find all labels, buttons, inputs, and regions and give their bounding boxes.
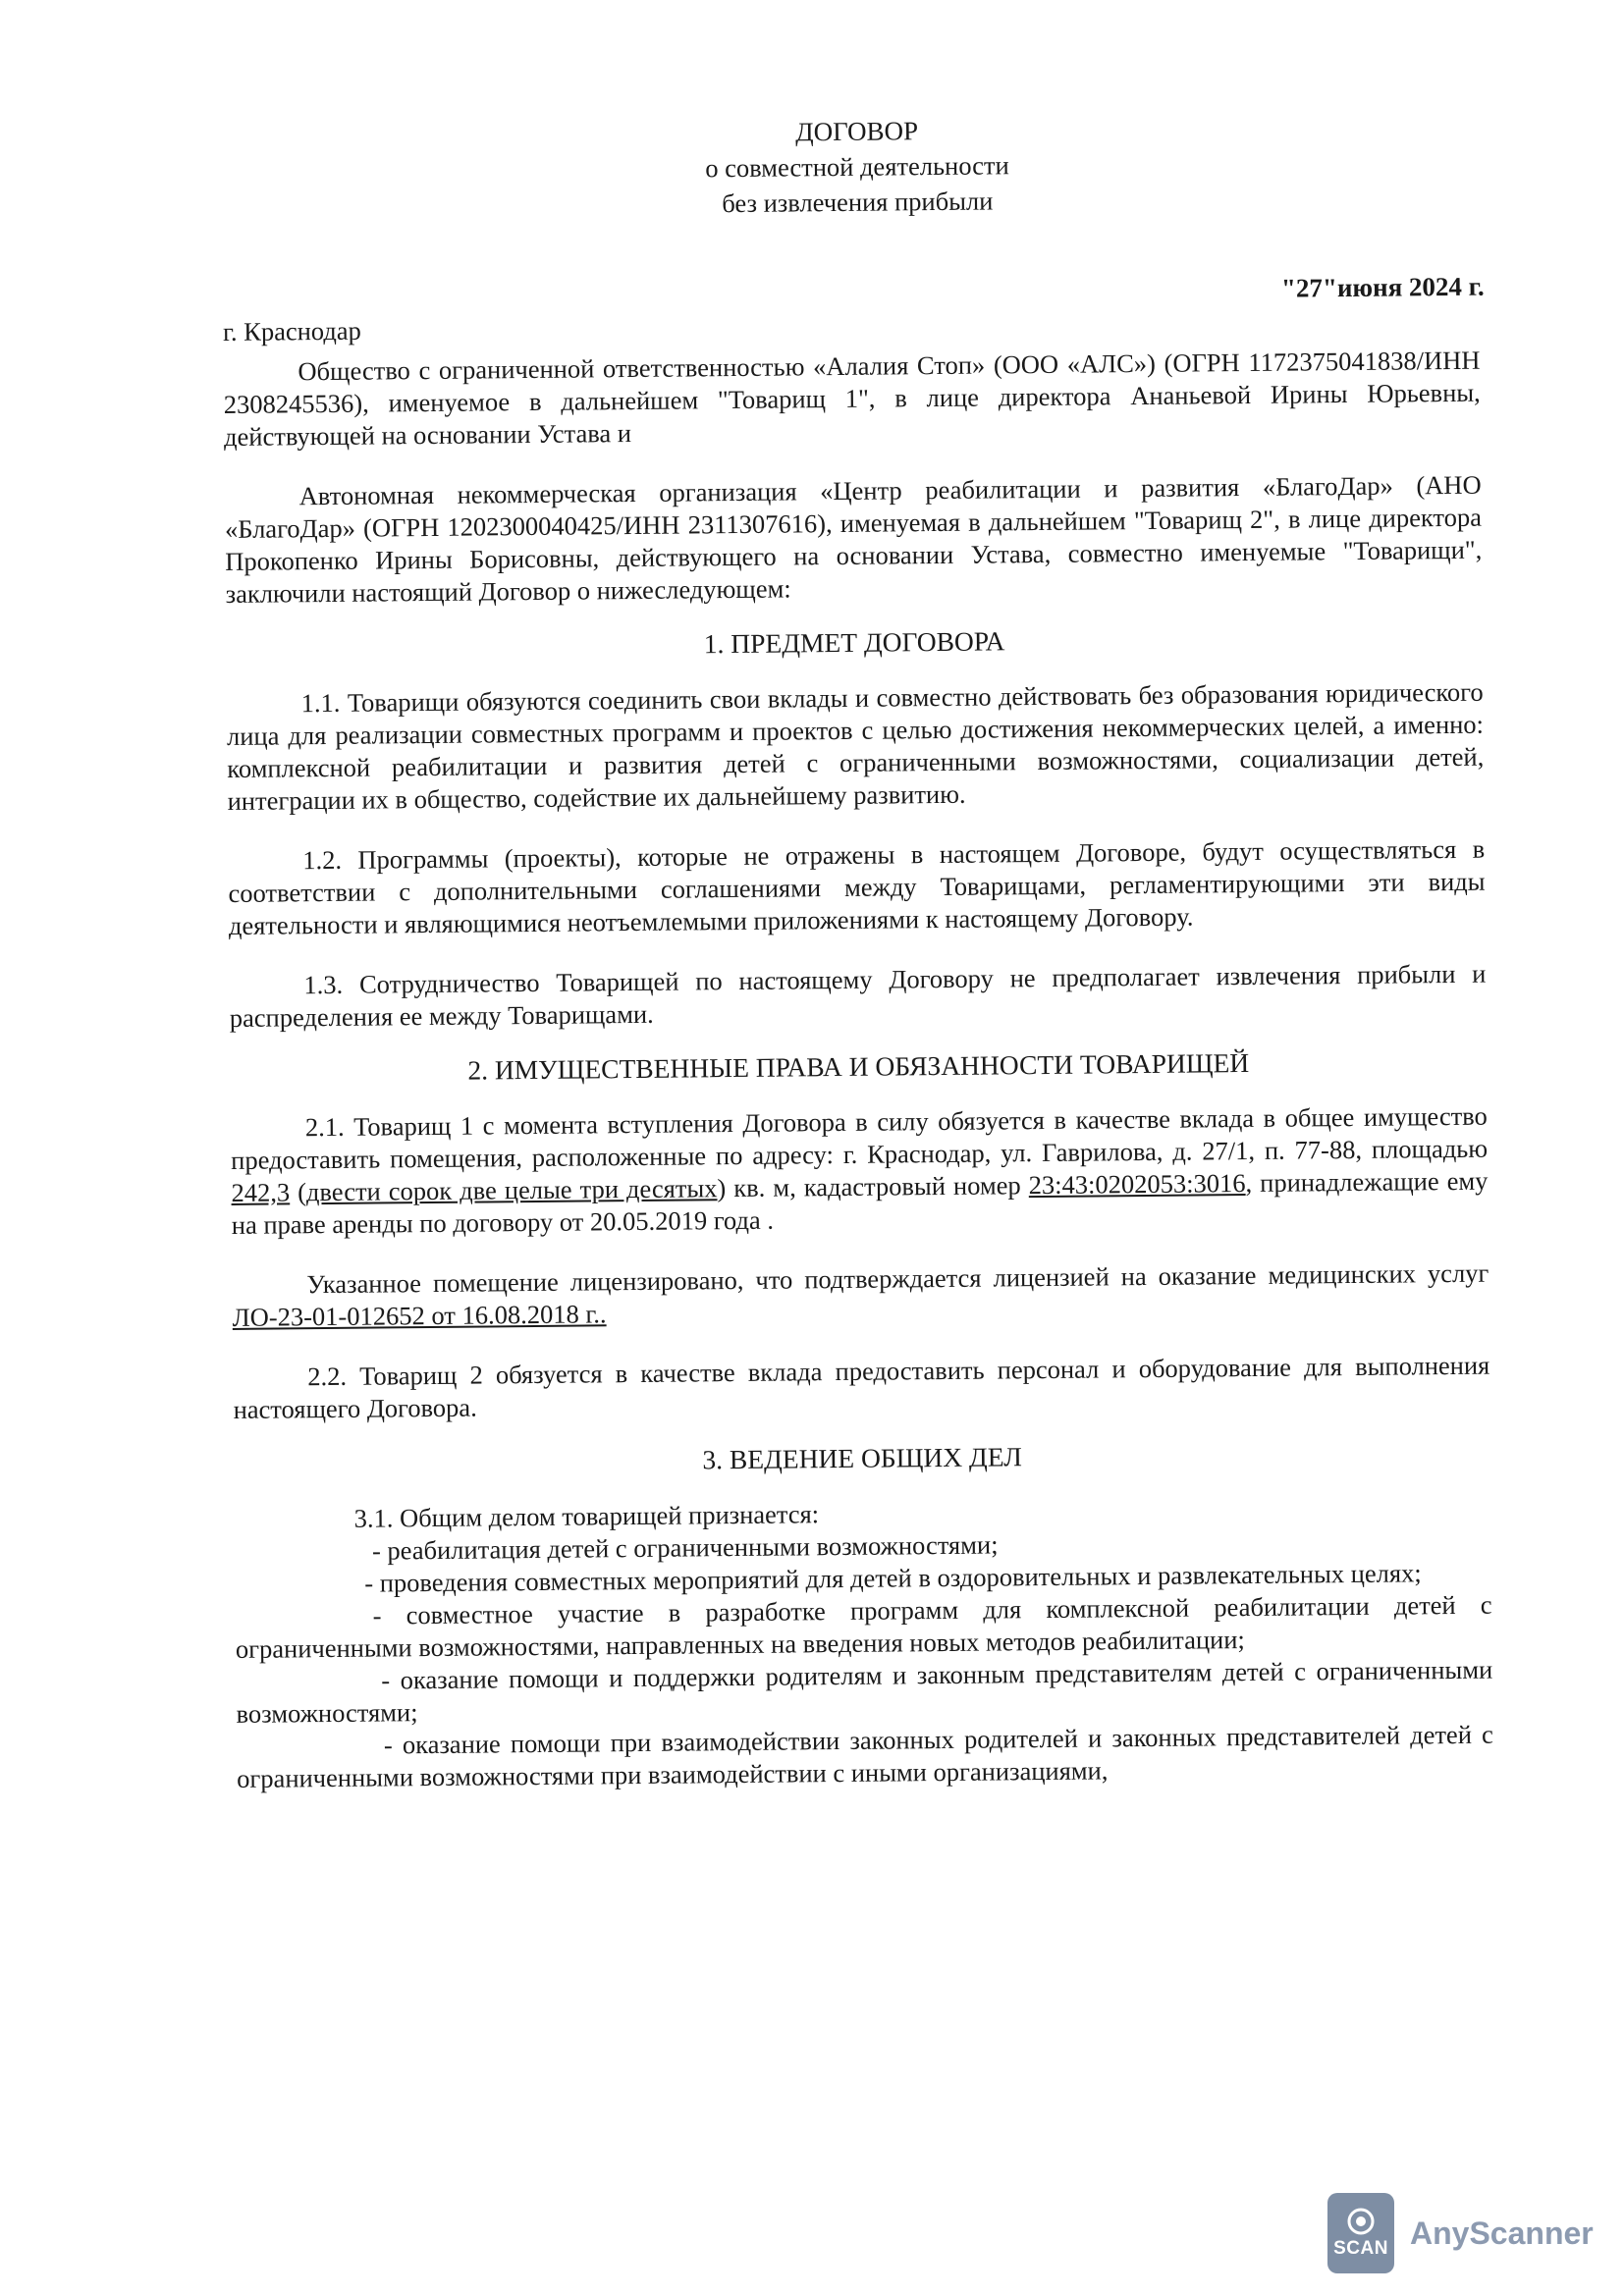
section3-heading: 3. ВЕДЕНИЕ ОБЩИХ ДЕЛ: [702, 1441, 1022, 1475]
license-text: Указанное помещение лицензировано, что подтверждается лицензией на оказание медицинских услуг: [306, 1257, 1489, 1300]
license-number: ЛО-23-01-012652 от 16.08.2018 г..: [232, 1299, 607, 1332]
license-paragraph: [232, 1257, 1489, 1334]
document-title: ДОГОВОР: [795, 116, 919, 147]
clause-1-2: 1.2. Программы (проекты), которые не отражены в настоящем Договоре, будут осуществляться в соответствии с дополнительными соглашениями между Товарищами, регламентирующими эти виды деятельности и являющимися неотъемлемыми приложениями к настоящему Договору.: [228, 833, 1486, 940]
clause-3-1-intro: 3.1. Общим делом товарищей признается:: [353, 1499, 820, 1533]
document-body: [221, 108, 1493, 1795]
area-value: 242,3: [231, 1177, 291, 1207]
title-block: [236, 108, 1479, 226]
document-city: г. Краснодар: [222, 315, 361, 347]
clause-2-1-text-b: (: [289, 1177, 307, 1207]
party1-paragraph: Общество с ограниченной ответственностью «Алалия Стоп» (ООО «АЛС») (ОГРН 1172375041838/ИНН 2308245536), именуемое в дальнейшем "Товарищ 1", в лице директора Ананьевой Ирины Юрьевны, действующей на основании Устава и: [223, 345, 1481, 452]
clause-2-1-text-c: ) кв. м, кадастровый номер: [717, 1170, 1029, 1203]
section2-heading: 2. ИМУЩЕСТВЕННЫЕ ПРАВА И ОБЯЗАННОСТИ ТОВАРИЩЕЙ: [467, 1046, 1250, 1086]
clause-2-2: 2.2. Товарищ 2 обязуется в качестве вклада предоставить персонал и оборудование для выполнения настоящего Договора.: [233, 1350, 1490, 1424]
list-item: - оказание помощи при взаимодействии законных родителей и законных представителей детей с ограниченными возможностями при взаимодействии с иными организациями,: [237, 1719, 1493, 1793]
document-subtitle-line2: без извлечения прибыли: [722, 186, 994, 219]
area-in-words: двести сорок две целые три десятых: [305, 1173, 718, 1207]
clause-2-1-text-d: , принадлежащие ему на праве аренды по договору от 20.05.2019 года .: [231, 1165, 1489, 1240]
camera-lens-icon: [1346, 2207, 1376, 2236]
clause-2-1-text-a: 2.1. Товарищ 1 с момента вступления Договора в силу обязуется в качестве вклада в общее имущество предоставить помещения, расположенные по адресу: г. Краснодар, ул. Гаврилова, д. 27/1, п. 77-88, площадью: [231, 1100, 1489, 1175]
list-item: - проведения совместных мероприятий для детей в оздоровительных и развлекательных целях;: [364, 1558, 1422, 1598]
party2-paragraph: Автономная некоммерческая организация «Центр реабилитации и развития «БлагоДар» (АНО «БлагоДар» (ОГРН 1202300040425/ИНН 2311307616), именуемая в дальнейшем "Товарищ 2", в лице директора Прокопенко Ирины Борисовны, действующего на основании Устава, совместно именуемые "Товарищи", заключили настоящий Договор о нижеследующем:: [224, 469, 1483, 609]
scanner-app-name: AnyScanner: [1410, 2215, 1594, 2251]
scanner-watermark: [1327, 2193, 1594, 2273]
scanner-badge: [1327, 2193, 1394, 2273]
cadastral-number: 23:43:0202053:3016: [1028, 1168, 1246, 1201]
clause-1-3: 1.3. Сотрудничество Товарищей по настоящему Договору не предполагает извлечения прибыли и распределения ее между Товарищами.: [229, 958, 1487, 1033]
list-item: - реабилитация детей с ограниченными возможностями;: [371, 1529, 999, 1566]
document-subtitle-line1: о совместной деятельности: [705, 150, 1009, 184]
scanner-badge-text: SCAN: [1333, 2238, 1388, 2259]
list-item: - совместное участие в разработке программ для комплексной реабилитации детей с ограниченными возможностями, направленных на введения новых методов реабилитации;: [235, 1589, 1492, 1664]
clause-1-1: 1.1. Товарищи обязуются соединить свои вклады и совместно действовать без образования юридического лица для реализации совместных программ и проектов с целью достижения некоммерческих целей, а именно: комплексной реабилитации и развития детей с ограниченными возможностями, социализации детей, интеграции их в общество, содействие их дальнейшему развитию.: [226, 676, 1485, 816]
document-date: "27"июня 2024 г.: [1280, 271, 1485, 303]
list-item: - оказание помощи и поддержки родителям и законным представителям детей с ограниченными возможностями;: [236, 1654, 1493, 1729]
clause-2-1: [231, 1100, 1489, 1242]
section1-heading: 1. ПРЕДМЕТ ДОГОВОРА: [703, 625, 1005, 660]
